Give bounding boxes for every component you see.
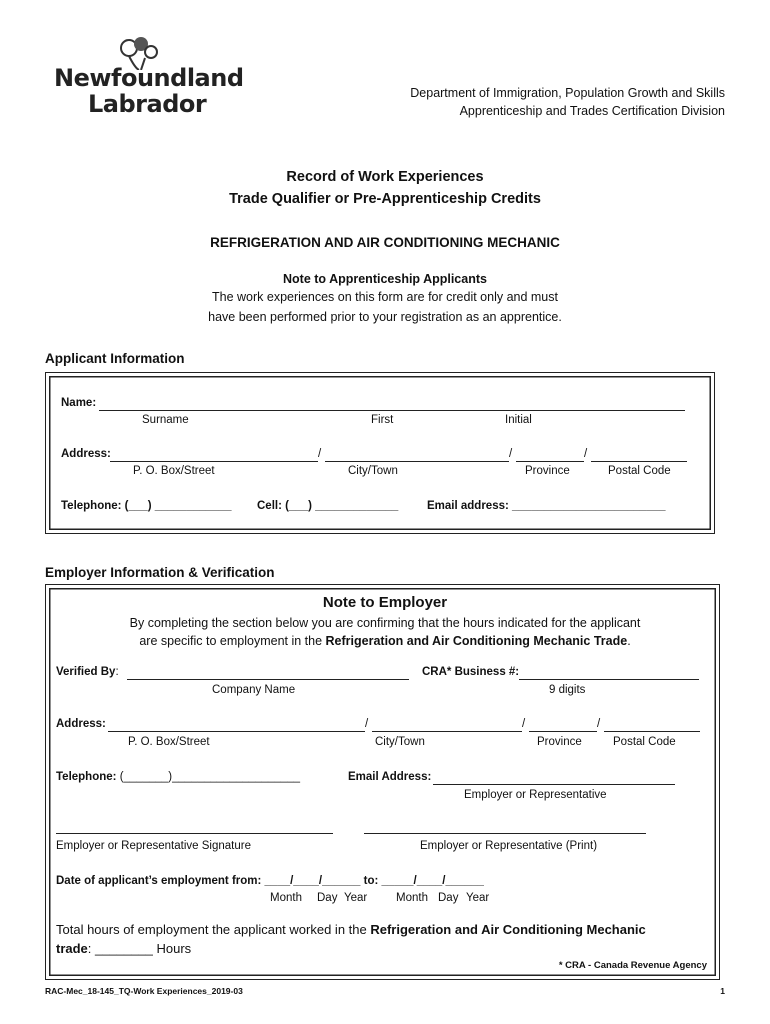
initial-caption: Initial [505, 414, 532, 426]
employer-street-field[interactable] [108, 731, 365, 732]
logo-line-1: Newfoundland [54, 64, 244, 92]
emp-province-caption: Province [537, 736, 582, 748]
form-subtitle: Trade Qualifier or Pre-Apprenticeship Credits [229, 191, 541, 207]
department-name: Department of Immigration, Population Growth and Skills [410, 86, 725, 100]
emp-slash-3: / [597, 718, 601, 730]
employer-note-heading: Note to Employer [322, 594, 448, 611]
print-caption: Employer or Representative (Print) [420, 840, 598, 852]
emp-slash-1: / [365, 718, 369, 730]
total-hours-field[interactable] [56, 941, 191, 956]
address-province-field[interactable] [516, 461, 584, 462]
nine-digits-caption: 9 digits [549, 684, 586, 696]
logo-line-2: Labrador [88, 90, 207, 118]
verified-by-text: Verified By [56, 666, 116, 678]
applicant-section-title: Applicant Information [45, 351, 185, 366]
first-caption: First [371, 414, 394, 426]
from-day-caption: Day [317, 892, 338, 904]
cell-field[interactable]: Cell: (___) _____________ [257, 500, 399, 512]
employer-note-line-1: By completing the section below you are confirming that the hours indicated for the applicant [129, 616, 641, 630]
verified-by-field[interactable] [127, 679, 409, 680]
postal-caption: Postal Code [608, 465, 671, 477]
cra-footnote: * CRA - Canada Revenue Agency [558, 960, 707, 971]
division-name: Apprenticeship and Trades Certification Division [459, 104, 725, 118]
employer-address-label: Address: [56, 718, 106, 730]
trade-title: REFRIGERATION AND AIR CONDITIONING MECHANIC [210, 235, 560, 250]
page-number: 1 [720, 986, 725, 996]
from-year-caption: Year [344, 892, 368, 904]
total-hours-trade: Refrigeration and Air Conditioning Mechanic [370, 922, 646, 937]
employer-email-label: Email Address: [348, 771, 432, 783]
emp-slash-2: / [522, 718, 526, 730]
address-label: Address: [61, 448, 111, 460]
employer-telephone-field[interactable] [56, 771, 300, 783]
logo [52, 34, 244, 124]
total-hours-post: : ________ Hours [87, 941, 192, 956]
address-postal-field[interactable] [591, 461, 687, 462]
total-hours-line-1 [56, 922, 646, 937]
employment-dates-field[interactable]: Date of applicant’s employment from: ____/____/______ to: _____/____/______ [56, 875, 484, 887]
note-line-2: have been performed prior to your registration as an apprentice. [208, 310, 562, 324]
employer-telephone-blank: (_______)____________________ [119, 771, 301, 783]
employer-postal-field[interactable] [604, 731, 700, 732]
address-street-field[interactable] [110, 461, 318, 462]
employer-note-line-2-pre: are specific to employment in the [139, 634, 326, 648]
company-name-caption: Company Name [212, 684, 296, 696]
surname-caption: Surname [142, 414, 189, 426]
note-line-1: The work experiences on this form are for credit only and must [212, 290, 558, 304]
form-title: Record of Work Experiences [286, 169, 484, 185]
employer-note-line-2 [0, 634, 770, 648]
address-city-field[interactable] [325, 461, 509, 462]
name-field[interactable] [99, 410, 685, 411]
telephone-field[interactable]: Telephone: (___) ____________ [61, 500, 232, 512]
verified-by-colon: : [115, 666, 119, 678]
employer-city-field[interactable] [372, 731, 522, 732]
emp-postal-caption: Postal Code [613, 736, 676, 748]
city-caption: City/Town [348, 465, 398, 477]
employer-section-title: Employer Information & Verification [45, 565, 275, 580]
total-hours-pre: Total hours of employment the applicant worked in the [56, 922, 371, 937]
po-box-caption: P. O. Box/Street [133, 465, 215, 477]
province-caption: Province [525, 465, 570, 477]
form-code: RAC-Mec_18-145_TQ-Work Experiences_2019-03 [45, 986, 243, 996]
employer-telephone-label: Telephone: [56, 771, 117, 783]
email-field[interactable]: Email address: ________________________ [427, 500, 666, 512]
to-day-caption: Day [438, 892, 459, 904]
verified-by-label [56, 666, 119, 678]
employer-note-line-2-post: . [627, 634, 631, 648]
cra-field[interactable] [519, 679, 699, 680]
employer-note-trade: Refrigeration and Air Conditioning Mechanic Trade [325, 634, 628, 648]
signature-caption: Employer or Representative Signature [56, 840, 251, 852]
total-hours-trade-word: trade [56, 941, 88, 956]
emp-city-caption: City/Town [375, 736, 425, 748]
slash-3: / [584, 448, 588, 460]
employer-rep-caption: Employer or Representative [464, 789, 607, 801]
employer-province-field[interactable] [529, 731, 597, 732]
from-month-caption: Month [270, 892, 302, 904]
slash-1: / [318, 448, 322, 460]
to-month-caption: Month [396, 892, 428, 904]
signature-field[interactable] [56, 833, 333, 834]
slash-2: / [509, 448, 513, 460]
print-name-field[interactable] [364, 833, 646, 834]
to-year-caption: Year [466, 892, 490, 904]
note-heading: Note to Apprenticeship Applicants [283, 272, 487, 286]
employer-email-field[interactable] [433, 784, 675, 785]
emp-po-box-caption: P. O. Box/Street [128, 736, 210, 748]
name-label: Name: [61, 397, 97, 409]
cra-label: CRA* Business #: [422, 666, 520, 678]
